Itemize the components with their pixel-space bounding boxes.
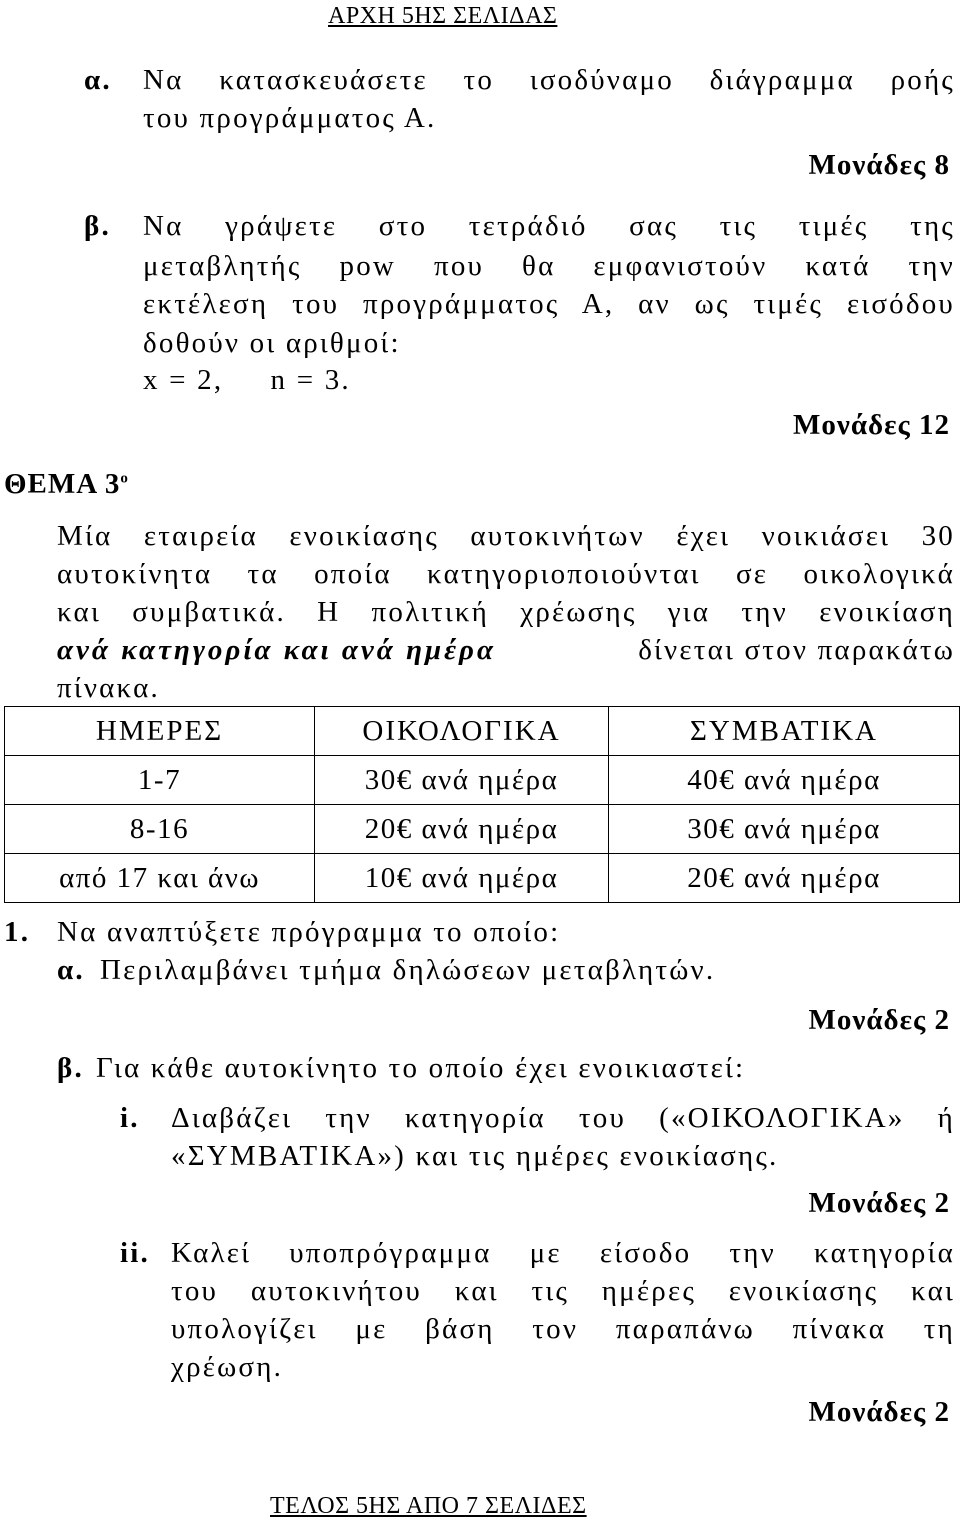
part-a-line-1: Να κατασκευάσετε το ισοδύναμο διάγραμμα ροής	[143, 64, 955, 96]
q1-a-text: Περιλαμβάνει τμήμα δηλώσεων μεταβλητών.	[100, 954, 716, 986]
q1-text: Να αναπτύξετε πρόγραμμα το οποίο:	[57, 916, 561, 948]
q1-i-line-2: «ΣΥΜΒΑΤΙΚΑ») και τις ημέρες ενοικίασης.	[171, 1140, 779, 1172]
part-b-line-5: x = 2, n = 3.	[143, 364, 351, 396]
rates-table	[4, 706, 960, 903]
q1-i-points: Μονάδες 2	[808, 1187, 950, 1219]
theme-3-intro-line-1: Μία εταιρεία ενοικίασης αυτοκινήτων έχει νοικιάσει 30	[57, 520, 955, 552]
table-row	[5, 854, 960, 903]
table-cell: 30€ ανά ημέρα	[609, 805, 960, 854]
theme-3-intro-line-3: και συμβατικά. Η πολιτική χρέωσης για την ενοικίαση	[57, 596, 955, 628]
part-b-line-2: μεταβλητής pow που θα εμφανιστούν κατά την	[143, 250, 955, 282]
q1-ii-line-1: Καλεί υποπρόγραμμα με είσοδο την κατηγορία	[171, 1237, 955, 1269]
table-cell: 20€ ανά ημέρα	[315, 805, 609, 854]
table-cell: 20€ ανά ημέρα	[609, 854, 960, 903]
part-b-line-1: Να γράψετε στο τετράδιό σας τις τιμές της	[143, 210, 955, 242]
part-a-points: Μονάδες 8	[808, 149, 950, 181]
table-cell: 8-16	[5, 805, 315, 854]
q1-ii-line-4: χρέωση.	[171, 1351, 284, 1383]
table-row	[5, 805, 960, 854]
emphasis-text: ανά κατηγορία και ανά ημέρα	[57, 634, 496, 666]
page-header: ΑΡΧΗ 5ΗΣ ΣΕΛΙΔΑΣ	[328, 3, 558, 29]
q1-ii-line-3: υπολογίζει με βάση τον παραπάνω πίνακα τη	[171, 1313, 955, 1345]
theme-3-title: ΘΕΜΑ $3^o$	[4, 468, 129, 500]
table-cell: 30€ ανά ημέρα	[315, 756, 609, 805]
theme-3-intro-line-4	[57, 636, 955, 665]
q1-b-text: Για κάθε αυτοκίνητο το οποίο έχει ενοικιαστεί:	[96, 1052, 746, 1084]
table-row	[5, 756, 960, 805]
q1-i-label: i.	[120, 1102, 140, 1134]
header-cell-eco: ΟΙΚΟΛΟΓΙΚΑ	[315, 707, 609, 756]
theme-3-intro-line-5: πίνακα.	[57, 672, 160, 704]
part-a-line-2: του προγράμματος Α.	[143, 102, 437, 134]
header-cell-conventional: ΣΥΜΒΑΤΙΚΑ	[609, 707, 960, 756]
q1-i-line-1: Διαβάζει την κατηγορία του («ΟΙΚΟΛΟΓΙΚΑ» ή	[171, 1102, 955, 1134]
part-b-line-3: εκτέλεση του προγράμματος Α, αν ως τιμές εισόδου	[143, 288, 955, 320]
q1-a-label: α.	[57, 954, 85, 986]
q1-a-points: Μονάδες 2	[808, 1004, 950, 1036]
part-b-line-4: δοθούν οι αριθμοί:	[143, 327, 401, 359]
q1-label: 1.	[4, 916, 31, 948]
page-footer: ΤΕΛΟΣ 5ΗΣ ΑΠΟ 7 ΣΕΛΙΔΕΣ	[270, 1493, 587, 1519]
table-cell: 40€ ανά ημέρα	[609, 756, 960, 805]
q1-ii-points: Μονάδες 2	[808, 1396, 950, 1428]
table-cell: 10€ ανά ημέρα	[315, 854, 609, 903]
theme-3-intro-line-2: αυτοκίνητα τα οποία κατηγοριοποιούνται σε οικολογικά	[57, 558, 955, 590]
part-b-label: β.	[84, 210, 111, 242]
q1-ii-line-2: του αυτοκινήτου και τις ημέρες ενοικίασης και	[171, 1275, 955, 1307]
table-header-row	[5, 707, 960, 756]
q1-ii-label: ii.	[120, 1237, 150, 1269]
part-b-points: Μονάδες 12	[793, 409, 950, 441]
table-cell: από 17 και άνω	[5, 854, 315, 903]
q1-b-label: β.	[57, 1052, 84, 1084]
part-a-label: α.	[84, 64, 112, 96]
intro-line-4-rest: δίνεται στον παρακάτω	[638, 634, 955, 666]
header-cell-days: ΗΜΕΡΕΣ	[5, 707, 315, 756]
table-cell: 1-7	[5, 756, 315, 805]
